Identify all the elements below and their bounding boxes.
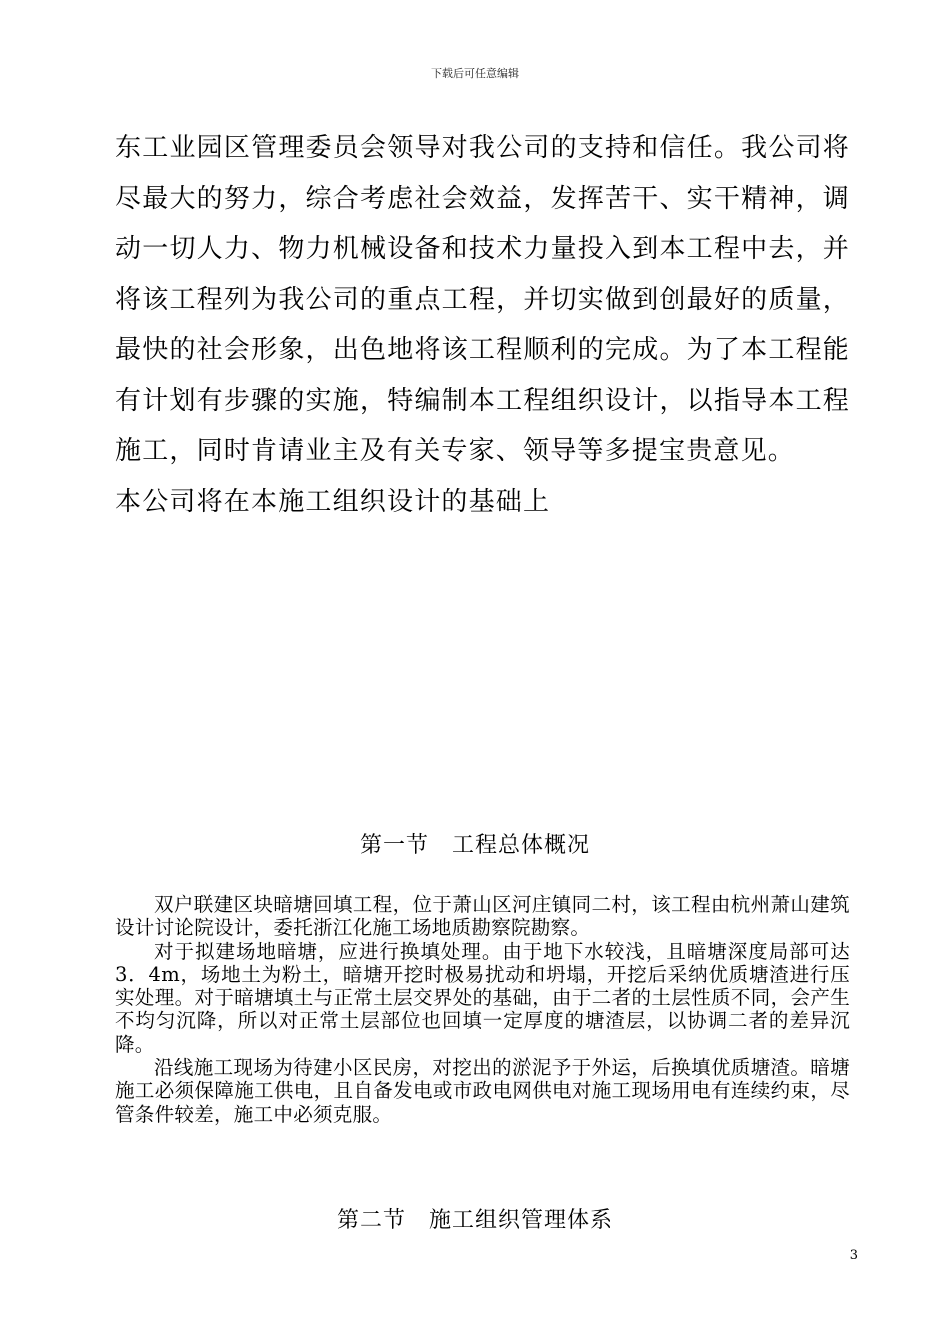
- section-title: 第一节 工程总体概况: [359, 833, 590, 858]
- section-title: 第二节 施工组织管理体系: [336, 1208, 613, 1233]
- page-header: 下载后可任意编辑: [431, 67, 519, 80]
- page-number: 3: [849, 1248, 858, 1263]
- section-body: [115, 893, 850, 1126]
- body-paragraph: 对于拟建场地暗塘，应进行换填处理。由于地下水较浅，且暗塘深度局部可达3．4m，场地土为粉土，暗塘开挖时极易扰动和坍塌，开挖后采纳优质塘渣进行压实处理。对于暗塘填土与正常土层交界处的基础，由于二者的土层性质不同，会产生不均匀沉降，所以对正常土层部位也回填一定厚度的塘渣层，以协调二者的差异沉降。: [115, 939, 850, 1056]
- body-paragraph: 双户联建区块暗塘回填工程，位于萧山区河庄镇同二村，该工程由杭州萧山建筑设计讨论院设计，委托浙江化施工场地质勘察院勘察。: [115, 893, 850, 940]
- intro-paragraph: 东工业园区管理委员会领导对我公司的支持和信任。我公司将尽最大的努力，综合考虑社会效益，发挥苦干、实干精神，调动一切人力、物力机械设备和技术力量投入到本工程中去，并将该工程列为我公司的重点工程，并切实做到创最好的质量，最快的社会形象，出色地将该工程顺利的完成。为了本工程能有计划有步骤的实施，特编制本工程组织设计，以指导本工程施工，同时肯请业主及有关专家、领导等多提宝贵意见。: [115, 133, 850, 466]
- intro-text: [115, 123, 850, 527]
- body-paragraph: 沿线施工现场为待建小区民房，对挖出的淤泥予于外运，后换填优质塘渣。暗塘施工必须保障施工供电，且自备发电或市政电网供电对施工现场用电有连续约束，尽管条件较差，施工中必须克服。: [115, 1056, 850, 1126]
- intro-paragraph: 本公司将在本施工组织设计的基础上: [115, 486, 551, 517]
